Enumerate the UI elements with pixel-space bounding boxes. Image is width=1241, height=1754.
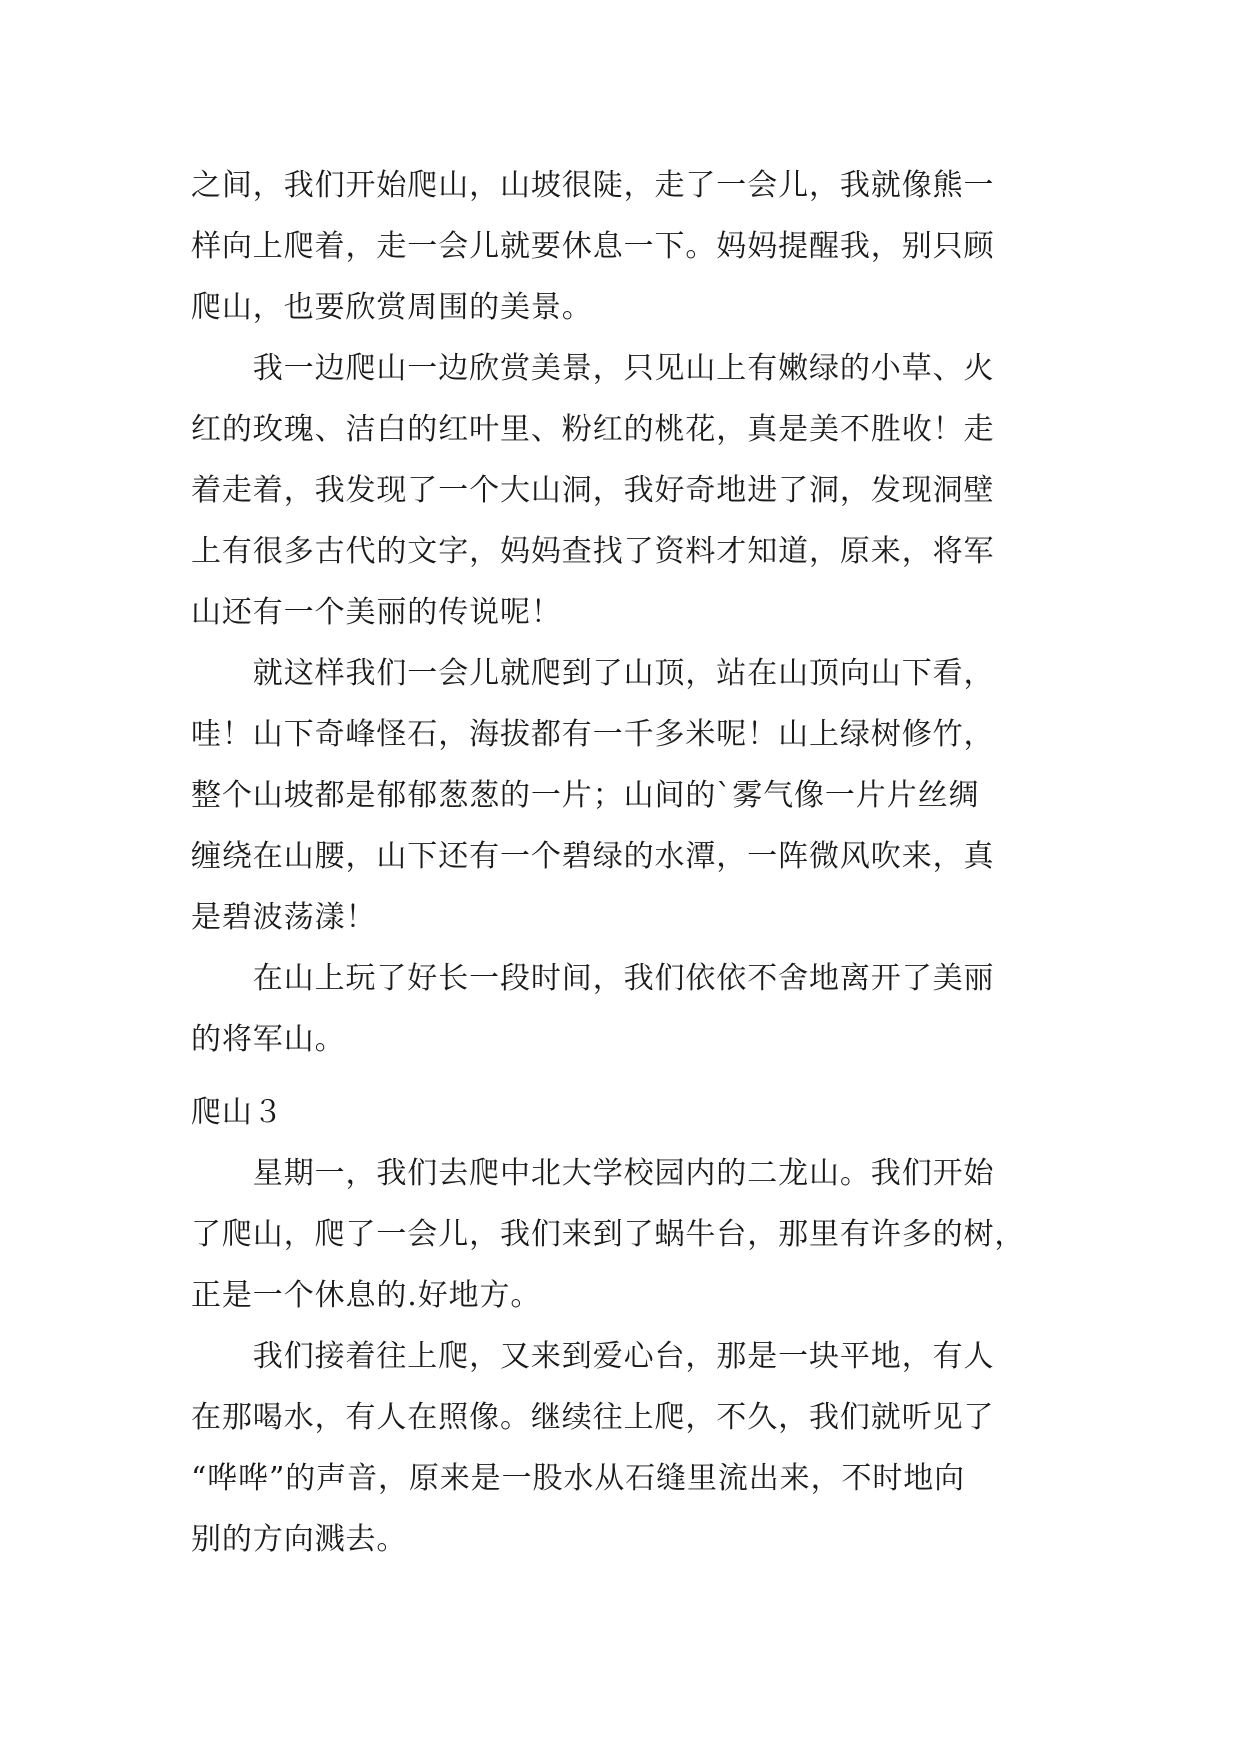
text-line: 星期一，我们去爬中北大学校园内的二龙山。我们开始 — [191, 1156, 995, 1191]
text-line: 在山上玩了好长一段时间，我们依依不舍地离开了美丽 — [191, 961, 995, 996]
text-line: 上有很多古代的文字，妈妈查找了资料才知道，原来，将军 — [191, 534, 995, 569]
text-line: 红的玫瑰、洁白的红叶里、粉红的桃花，真是美不胜收！走 — [191, 412, 995, 447]
text-line: 我一边爬山一边欣赏美景，只见山上有嫩绿的小草、火 — [191, 351, 995, 386]
text-line: 的将军山。 — [191, 1022, 346, 1057]
essay-section-2 — [191, 1143, 1071, 1570]
essay-section-1 — [191, 155, 1071, 1070]
text-line: 在那喝水，有人在照像。继续往上爬，不久，我们就听见了 — [191, 1400, 995, 1435]
text-line: 山还有一个美丽的传说呢！ — [191, 595, 562, 630]
text-line: “哗哗”的声音，原来是一股水从石缝里流出来，不时地向 — [191, 1461, 966, 1496]
text-line: 之间，我们开始爬山，山坡很陡，走了一会儿，我就像熊一 — [191, 168, 995, 203]
text-line: 是碧波荡漾！ — [191, 900, 377, 935]
text-line: 我们接着往上爬，又来到爱心台，那是一块平地，有人 — [191, 1339, 995, 1374]
text-line: 正是一个休息的.好地方。 — [191, 1278, 542, 1313]
section-heading — [191, 1082, 1071, 1143]
text-line: 哇！山下奇峰怪石，海拔都有一千多米呢！山上绿树修竹， — [191, 717, 995, 752]
text-line: 样向上爬着，走一会儿就要休息一下。妈妈提醒我，别只顾 — [191, 229, 995, 264]
text-line: 就这样我们一会儿就爬到了山顶，站在山顶向山下看， — [191, 656, 995, 691]
text-line: 爬山，也要欣赏周围的美景。 — [191, 290, 593, 325]
text-line: 了爬山，爬了一会儿，我们来到了蜗牛台，那里有许多的树， — [191, 1217, 1026, 1252]
text-line: 整个山坡都是郁郁葱葱的一片；山间的`雾气像一片片丝绸 — [191, 778, 980, 813]
text-line: 别的方向溅去。 — [191, 1522, 408, 1557]
section-title: 爬山３ — [191, 1095, 284, 1130]
text-line: 缠绕在山腰，山下还有一个碧绿的水潭，一阵微风吹来，真 — [191, 839, 995, 874]
text-line: 着走着，我发现了一个大山洞，我好奇地进了洞，发现洞壁 — [191, 473, 995, 508]
